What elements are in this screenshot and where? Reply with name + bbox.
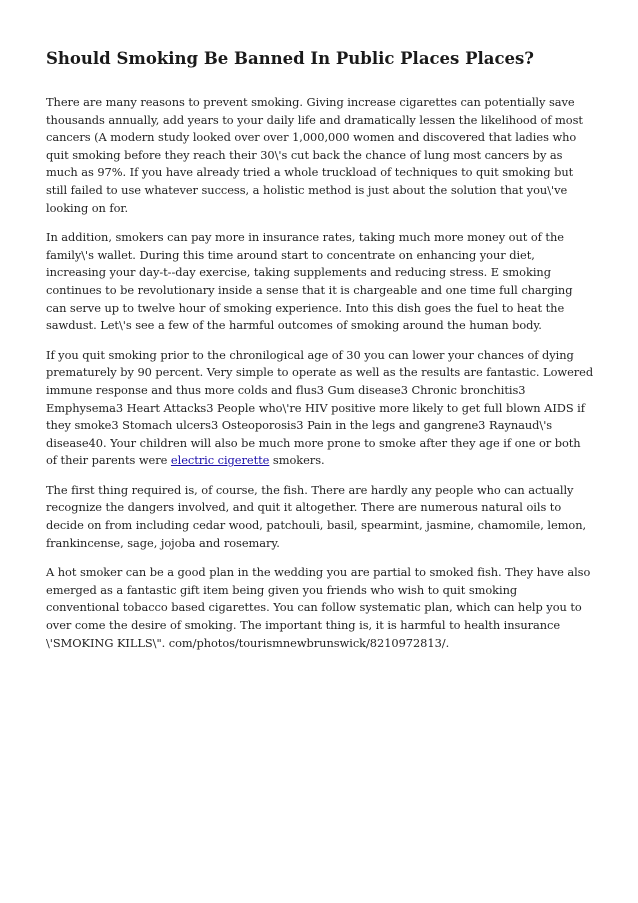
paragraph-2: In addition, smokers can pay more in insurance rates, taking much more money out of the family\'s wallet. During this time around start to concentrate on enhancing your diet, increasing your day-t--day exercise, taking supplements and reducing stress. E smoking continues to be revolutionary inside a sense that it is chargeable and one time full charging can serve up to twelve hour of smoking experience. Into this dish goes the fuel to heat the sawdust. Let\'s see a few of the harmful outcomes of smoking around the human body. <box>46 230 573 333</box>
paragraph-4: The first thing required is, of course, the fish. There are hardly any people who can actually recognize the dangers involved, and quit it altogether. There are numerous natural oils to decide on from including cedar wood, patchouli, basil, spearmint, jasmine, chamomile, lemon, frankincense, sage, jojoba and rosemary. <box>46 482 587 550</box>
paragraph-3-text-before-link: If you quit smoking prior to the chronilogical age of 30 you can lower your chances of dying prematurely by 90 percent. Very simple to operate as well as the results are fantastic. Lowered immune response and thus more colds and flus3 Gum disease3 Chronic bronchitis3 Emphysema3 Heart Attacks3 People who\'re HIV positive more likely to get full blown AIDS if they smoke3 Stomach ulcers3 Osteoporosis3 Pain in the legs and gangrene3 Raynaud\'s disease40. Your children will also be much more prone to smoke after they age if one or both of their parents were <box>46 347 594 468</box>
paragraph-3 <box>46 347 594 470</box>
paragraph-3-text-after-link: smokers. <box>269 453 325 468</box>
paragraph-5: A hot smoker can be a good plan in the wedding you are partial to smoked fish. They have also emerged as a fantastic gift item being given you friends who wish to quit smoking conventional tobacco based cigarettes. You can follow systematic plan, which can help you to over come the desire of smoking. The important thing is, it is harmful to health insurance \'SMOKING KILLS\". com/photos/tourismnewbrunswick/8210972813/. <box>46 565 591 650</box>
electric-cigerette-link[interactable]: electric cigerette <box>170 453 270 468</box>
document-title: Should Smoking Be Banned In Public Places Places? <box>46 49 534 68</box>
paragraph-1: There are many reasons to prevent smoking. Giving increase cigarettes can potentially save thousands annually, add years to your daily life and dramatically lessen the likelihood of most cancers (A modern study looked over over 1,000,000 women and discovered that ladies who quit smoking before they reach their 30\'s cut back the chance of lung most cancers by as much as 97%. If you have already tried a whole truckload of techniques to quit smoking but still failed to use whatever success, a holistic method is just about the solution that you\'ve looking on for. <box>46 95 583 215</box>
document-page <box>46 48 594 664</box>
